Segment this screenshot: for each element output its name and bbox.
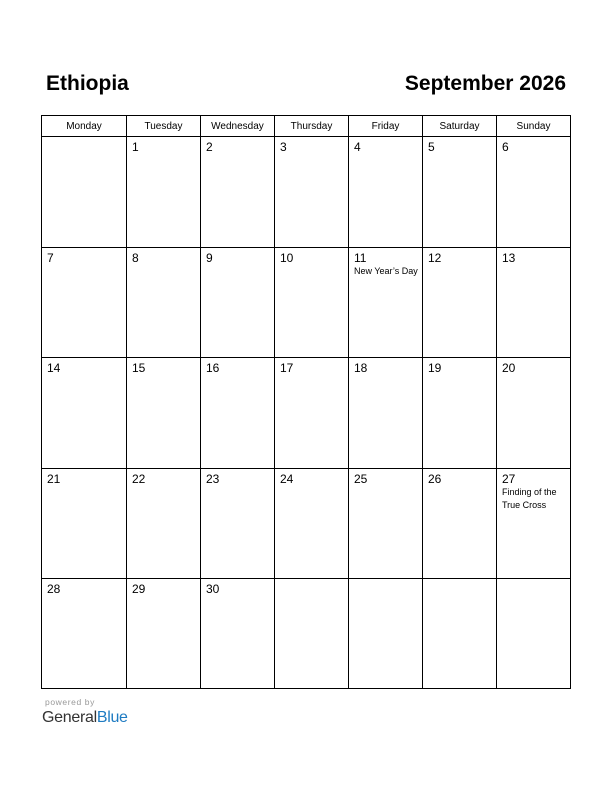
day-cell[interactable] <box>497 358 570 468</box>
day-cell[interactable] <box>275 469 349 578</box>
day-number: 3 <box>280 140 287 154</box>
day-cell[interactable] <box>275 579 349 688</box>
day-number: 23 <box>206 472 220 486</box>
day-cell[interactable] <box>423 579 497 688</box>
weekday-wednesday: Wednesday <box>201 116 275 136</box>
day-number: 2 <box>206 140 213 154</box>
day-cell[interactable] <box>127 248 201 357</box>
generalblue-logo[interactable] <box>42 708 128 728</box>
day-cell[interactable] <box>42 137 127 247</box>
day-number: 6 <box>502 140 509 154</box>
weekday-sunday: Sunday <box>516 121 551 132</box>
day-cell[interactable] <box>42 469 127 578</box>
day-number: 7 <box>47 251 54 265</box>
holiday-label: Finding of the True Cross <box>502 487 557 510</box>
weekday-thursday: Thursday <box>275 116 349 136</box>
day-cell[interactable] <box>127 579 201 688</box>
day-number: 4 <box>354 140 361 154</box>
day-cell[interactable] <box>127 137 201 247</box>
week-row <box>42 248 570 358</box>
day-cell[interactable] <box>275 137 349 247</box>
day-number: 9 <box>206 251 213 265</box>
day-number: 12 <box>428 251 442 265</box>
day-number: 14 <box>47 361 61 375</box>
calendar-grid <box>41 115 571 689</box>
day-number: 26 <box>428 472 442 486</box>
day-number: 21 <box>47 472 61 486</box>
weekday-saturday: Saturday <box>423 116 497 136</box>
day-cell[interactable] <box>201 579 275 688</box>
day-number: 11 <box>354 251 367 265</box>
day-cell[interactable] <box>127 469 201 578</box>
day-cell[interactable] <box>497 579 570 688</box>
day-cell[interactable] <box>497 137 570 247</box>
week-row <box>42 579 570 688</box>
day-cell[interactable] <box>423 358 497 468</box>
day-number: 8 <box>132 251 139 265</box>
weekday-header-row <box>42 116 570 137</box>
brand-blue-text: Blue <box>96 709 128 726</box>
day-number: 16 <box>206 361 220 375</box>
day-number: 15 <box>132 361 146 375</box>
day-cell[interactable] <box>349 248 423 357</box>
month-year-title: September 2026 <box>404 72 566 95</box>
day-cell[interactable] <box>349 469 423 578</box>
day-cell[interactable] <box>275 358 349 468</box>
day-cell[interactable] <box>42 248 127 357</box>
day-number: 30 <box>206 582 220 596</box>
day-number: 5 <box>428 140 435 154</box>
day-cell[interactable] <box>349 358 423 468</box>
week-row <box>42 469 570 579</box>
country-title: Ethiopia <box>46 72 129 95</box>
day-cell[interactable] <box>497 469 570 578</box>
day-cell[interactable] <box>497 248 570 357</box>
holiday-label: New Year’s Day <box>354 266 418 276</box>
day-number: 27 <box>502 472 516 486</box>
weekday-monday: Monday <box>42 116 127 136</box>
day-cell[interactable] <box>423 248 497 357</box>
day-number: 28 <box>47 582 61 596</box>
day-cell[interactable] <box>42 358 127 468</box>
day-number: 1 <box>132 140 139 154</box>
day-number: 17 <box>280 361 294 375</box>
day-cell[interactable] <box>201 469 275 578</box>
brand-general-text: General <box>42 709 97 726</box>
day-cell[interactable] <box>349 579 423 688</box>
powered-by-text: powered by <box>45 697 95 707</box>
day-number: 13 <box>502 251 516 265</box>
day-cell[interactable] <box>349 137 423 247</box>
day-number: 10 <box>280 251 294 265</box>
day-number: 25 <box>354 472 368 486</box>
week-row <box>42 137 570 248</box>
day-cell[interactable] <box>423 137 497 247</box>
day-number: 19 <box>428 361 442 375</box>
day-cell[interactable] <box>423 469 497 578</box>
day-cell[interactable] <box>275 248 349 357</box>
week-row <box>42 358 570 469</box>
day-number: 29 <box>132 582 146 596</box>
weekday-friday: Friday <box>349 116 423 136</box>
day-number: 18 <box>354 361 368 375</box>
day-number: 22 <box>132 472 146 486</box>
day-cell[interactable] <box>127 358 201 468</box>
day-cell[interactable] <box>201 137 275 247</box>
weekday-tuesday: Tuesday <box>127 116 201 136</box>
day-number: 20 <box>502 361 516 375</box>
day-cell[interactable] <box>201 248 275 357</box>
day-number: 24 <box>280 472 294 486</box>
day-cell[interactable] <box>201 358 275 468</box>
day-cell[interactable] <box>42 579 127 688</box>
